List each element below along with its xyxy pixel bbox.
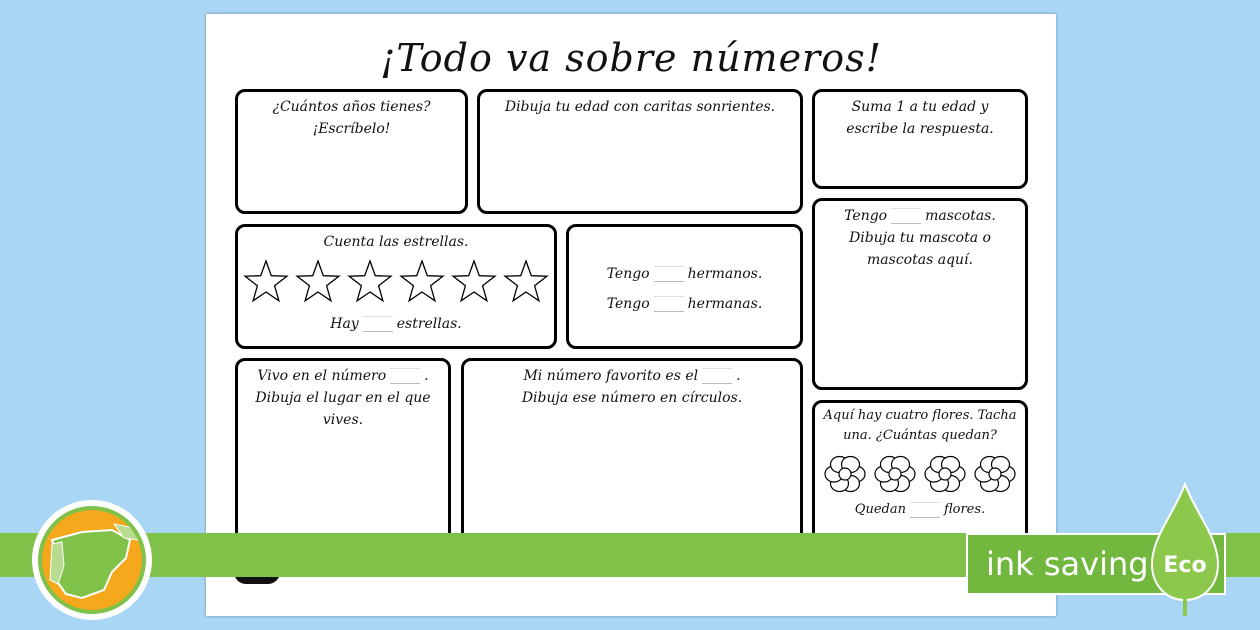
star-icon bbox=[450, 259, 498, 305]
flowers-count-prefix: Quedan bbox=[854, 502, 906, 517]
house-suffix: . bbox=[424, 368, 429, 384]
star-icon bbox=[294, 259, 342, 305]
star-icon bbox=[502, 259, 550, 305]
box-draw-age bbox=[477, 89, 803, 214]
box-stars bbox=[235, 224, 557, 349]
stars-count-suffix: estrellas. bbox=[396, 316, 462, 332]
house-line2: Dibuja el lugar en el que bbox=[255, 390, 431, 406]
age-instruction: ¡Escríbelo! bbox=[312, 121, 391, 137]
star-icon bbox=[398, 259, 446, 305]
brothers-line bbox=[569, 259, 800, 289]
brothers-suffix: hermanos. bbox=[687, 266, 763, 282]
flowers-count-blank[interactable] bbox=[910, 502, 940, 518]
brothers-prefix: Tengo bbox=[606, 266, 650, 282]
sisters-line bbox=[569, 289, 800, 319]
favorite-suffix: . bbox=[736, 368, 741, 384]
pets-suffix: mascotas. bbox=[925, 208, 996, 224]
pets-line1 bbox=[815, 205, 1025, 227]
sisters-blank[interactable] bbox=[654, 296, 684, 312]
favorite-prefix: Mi número favorito es el bbox=[523, 368, 699, 384]
pets-prefix: Tengo bbox=[844, 208, 888, 224]
stars-count-blank[interactable] bbox=[363, 316, 393, 332]
house-prefix: Vivo en el número bbox=[257, 368, 387, 384]
sisters-prefix: Tengo bbox=[606, 296, 650, 312]
box-age bbox=[235, 89, 468, 214]
box-house bbox=[235, 358, 451, 547]
spain-map-icon bbox=[42, 510, 142, 610]
box-siblings bbox=[566, 224, 803, 349]
add-one-line2: escribe la respuesta. bbox=[846, 121, 994, 137]
flowers-row bbox=[815, 452, 1025, 496]
flowers-count-line bbox=[815, 500, 1025, 520]
worksheet-title: ¡Todo va sobre números! bbox=[380, 36, 882, 80]
draw-age-instruction: Dibuja tu edad con caritas sonrientes. bbox=[504, 99, 776, 115]
box-add-one bbox=[812, 89, 1028, 189]
star-icon bbox=[346, 259, 394, 305]
sisters-suffix: hermanas. bbox=[687, 296, 763, 312]
flower-icon bbox=[823, 452, 867, 496]
flowers-count-suffix: flores. bbox=[943, 502, 986, 517]
pets-line2: Dibuja tu mascota o bbox=[849, 230, 991, 246]
worksheet bbox=[206, 14, 1056, 616]
favorite-line2: Dibuja ese número en círculos. bbox=[521, 390, 743, 406]
box-pets bbox=[812, 198, 1028, 390]
pets-line3: mascotas aquí. bbox=[867, 252, 973, 268]
eco-label: Eco bbox=[1163, 553, 1207, 578]
favorite-blank[interactable] bbox=[702, 368, 732, 384]
eco-leaf-icon bbox=[1150, 482, 1220, 618]
box-favorite bbox=[461, 358, 803, 547]
stars-count-line bbox=[238, 313, 554, 335]
house-blank[interactable] bbox=[390, 368, 420, 384]
pets-blank[interactable] bbox=[891, 208, 921, 224]
stars-count-prefix: Hay bbox=[330, 316, 359, 332]
add-one-line1: Suma 1 a tu edad y bbox=[851, 99, 989, 115]
house-line3: vives. bbox=[322, 412, 364, 428]
house-line1 bbox=[238, 365, 448, 387]
age-question: ¿Cuántos años tienes? bbox=[272, 99, 431, 115]
flower-icon bbox=[923, 452, 967, 496]
flower-icon bbox=[973, 452, 1017, 496]
map-background bbox=[42, 510, 142, 610]
star-icon bbox=[242, 259, 290, 305]
favorite-line1 bbox=[464, 365, 800, 387]
flowers-line1: Aquí hay cuatro flores. Tacha bbox=[823, 408, 1017, 423]
stars-title: Cuenta las estrellas. bbox=[323, 234, 469, 250]
stars-row bbox=[238, 259, 554, 305]
flowers-line2: una. ¿Cuántas quedan? bbox=[843, 428, 997, 443]
ink-saving-label: ink saving bbox=[986, 545, 1149, 583]
flower-icon bbox=[873, 452, 917, 496]
box-flowers bbox=[812, 400, 1028, 547]
spain-map-badge bbox=[32, 500, 152, 620]
brothers-blank[interactable] bbox=[654, 266, 684, 282]
